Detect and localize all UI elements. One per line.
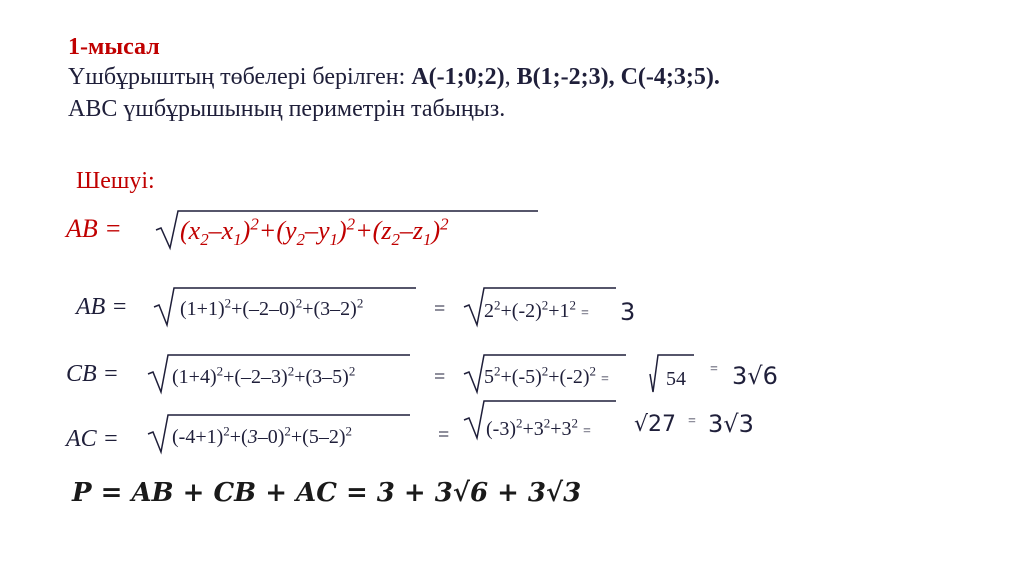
cb-equals-2: = [710,362,718,377]
ac-mid: √27 [634,412,677,437]
solution-label: Шешуі: [76,168,155,194]
problem-statement [68,64,720,91]
cb-label: CB = [66,361,119,387]
example-title: 1-мысал [68,34,160,60]
cb-simplified: $5^2+(-5)^2+(-2)^2$ = [484,363,609,388]
perimeter-result: P = AB + CB + AC = 3 + 3√6 + 3√3 [72,478,582,508]
ab-expression: $(1+1)^2+(-2-0)^2+(3-2)^2$ [180,295,364,320]
ab-label: AB = [76,294,128,320]
ac-label: AC = [66,426,119,452]
distance-formula: $(x_2-x_1)^2+(y_2-y_1)^2+(z_2-z_1)^2$ [180,214,449,250]
problem-task: ABC үшбұрышының периметрін табыңыз. [68,96,506,122]
ac-equals-2: = [688,414,696,429]
cb-result: 3√6 [732,362,778,390]
cb-mid: 54 [666,368,686,390]
ac-equals: = [438,424,450,446]
formula-label: AB = [66,214,122,243]
ab-result: 3 [620,298,636,326]
cb-equals: = [434,366,446,388]
ab-equals: = [434,298,446,320]
points-bc: B(1;-2;3), C(-4;3;5). [516,64,720,90]
ac-result: 3√3 [708,410,754,438]
cb-expression: $(1+4)^2+(-2-3)^2+(3-5)^2$ [172,363,356,388]
ab-simplified: $2^2+(-2)^2+1^2$ = [484,297,589,322]
ac-simplified: $(-3)^2+3^2+3^2$ = [486,415,591,440]
separator: , [504,64,517,90]
point-a: A(-1;0;2) [411,64,505,90]
ac-expression: $(-4+1)^2+(3-0)^2+(5-2)^2$ [172,423,352,448]
problem-text: Үшбұрыштың төбелері берілген: [68,64,412,90]
